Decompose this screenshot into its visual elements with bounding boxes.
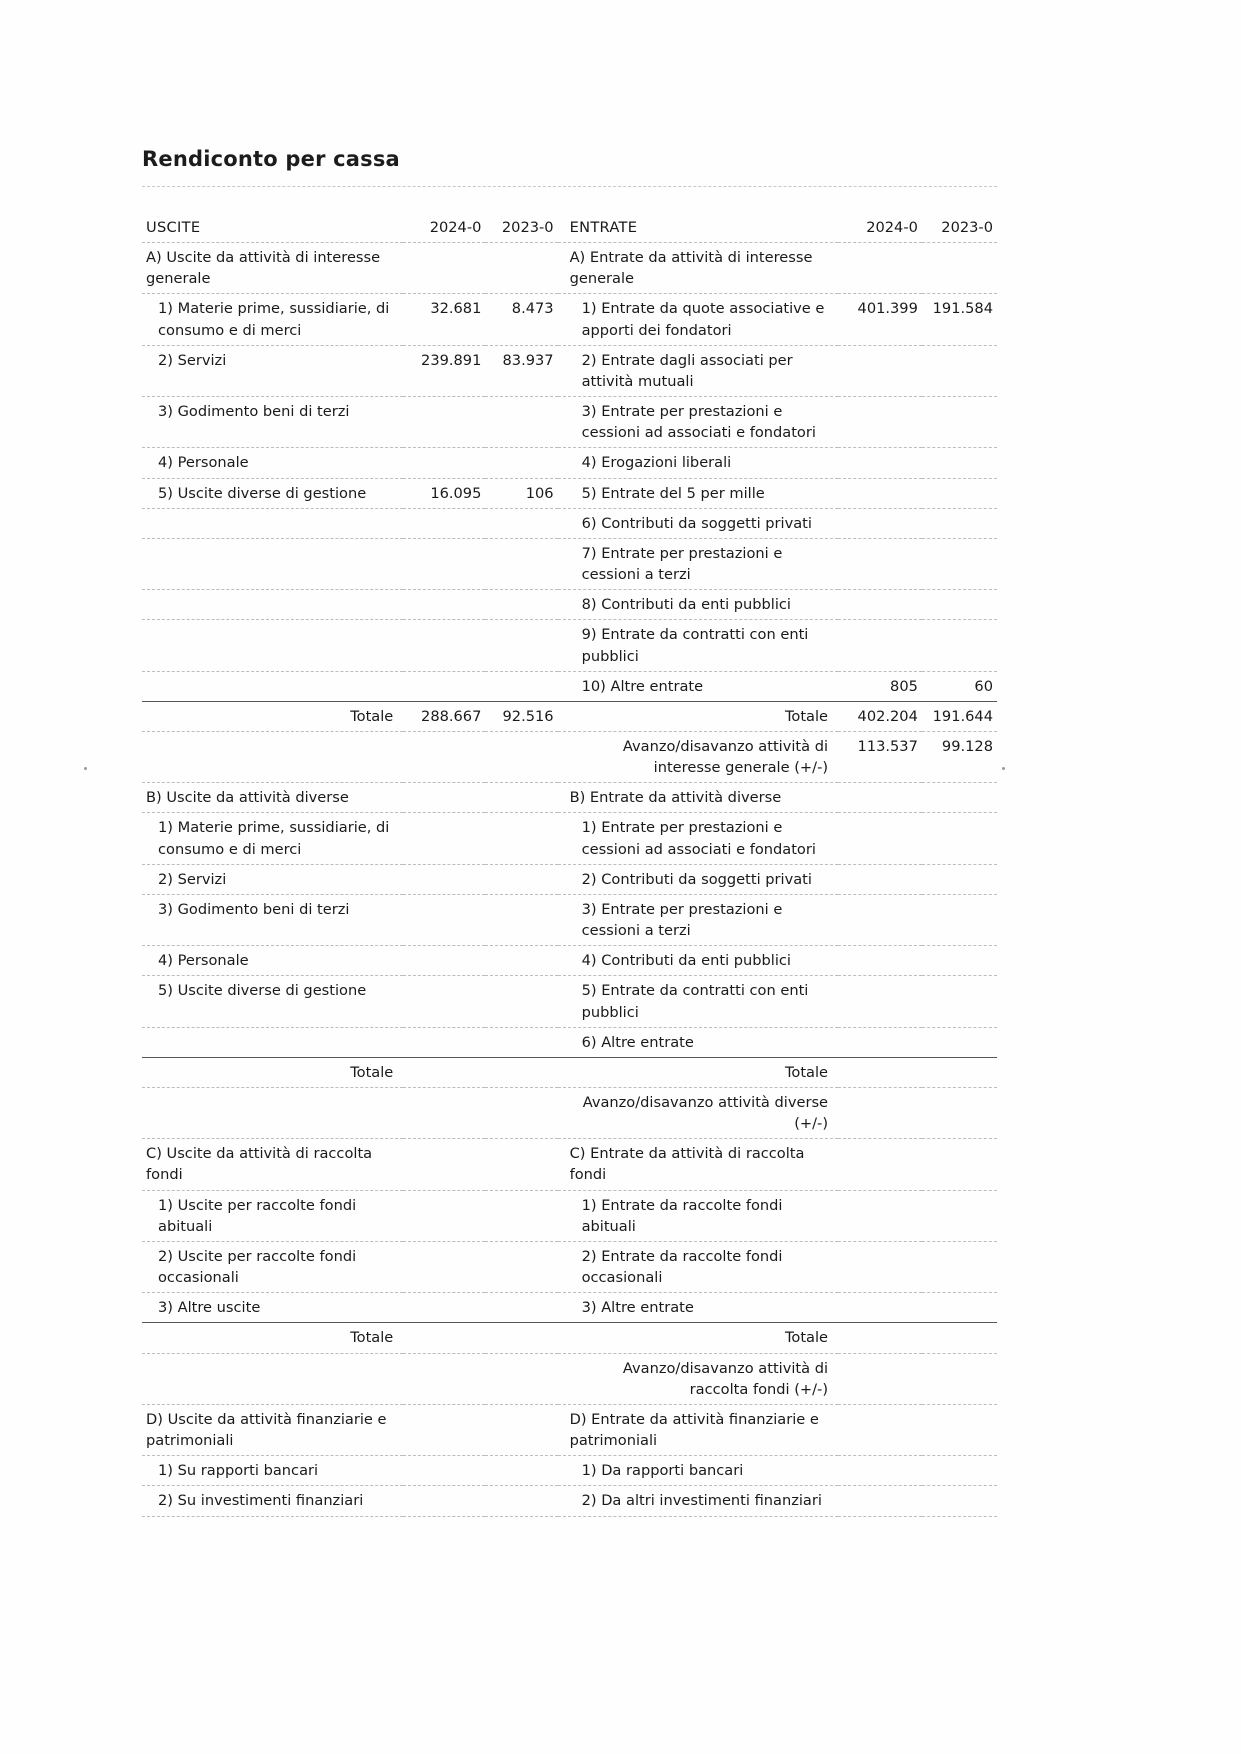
row-value-uscite-2023: [485, 813, 557, 864]
header-uscite: USCITE: [142, 213, 403, 243]
row-value-entrate-2023: [922, 620, 997, 671]
table-row: [142, 590, 997, 620]
table-row: [142, 508, 997, 538]
row-label-entrate: 7) Entrate per prestazioni e cessioni a terzi: [558, 538, 838, 589]
row-value-entrate-2024: [838, 1456, 922, 1486]
row-value-entrate-2024: [838, 448, 922, 478]
header-entrate: ENTRATE: [558, 213, 838, 243]
blank-cell: [485, 1404, 557, 1455]
row-value-entrate-2023: [922, 538, 997, 589]
row-value-entrate-2024: [838, 590, 922, 620]
table-row: [142, 397, 997, 448]
blank-cell: [142, 1353, 403, 1404]
row-value-uscite-2024: [403, 620, 485, 671]
header-entrate-year1: 2024-0: [838, 213, 922, 243]
section-d-uscite-heading: D) Uscite da attività finanziarie e patrimoniali: [142, 1404, 403, 1455]
row-label-entrate: 6) Contributi da soggetti privati: [558, 508, 838, 538]
table-row: [142, 946, 997, 976]
row-label-uscite: [142, 1027, 403, 1057]
row-value-entrate-2023: [922, 478, 997, 508]
row-value-uscite-2024: 32.681: [403, 294, 485, 345]
row-label-uscite: 3) Godimento beni di terzi: [142, 397, 403, 448]
blank-cell: [403, 1404, 485, 1455]
blank-cell: [922, 1404, 997, 1455]
row-value-uscite-2023: 8.473: [485, 294, 557, 345]
row-value-entrate-2024: [838, 813, 922, 864]
total-row: [142, 701, 997, 731]
margin-dot: [84, 767, 87, 770]
row-value-uscite-2023: [485, 894, 557, 945]
blank-cell: [403, 731, 485, 782]
table-row: [142, 671, 997, 701]
row-value-uscite-2024: [403, 671, 485, 701]
row-value-entrate-2023: 191.584: [922, 294, 997, 345]
blank-cell: [485, 1139, 557, 1190]
row-label-uscite: [142, 508, 403, 538]
row-value-uscite-2023: [485, 1293, 557, 1323]
total-entrate-2023: 191.644: [922, 701, 997, 731]
total-label-entrate: Totale: [558, 701, 838, 731]
total-entrate-2023: [922, 1323, 997, 1353]
margin-dot: [1002, 767, 1005, 770]
balance-2024: 113.537: [838, 731, 922, 782]
row-value-entrate-2024: [838, 345, 922, 396]
balance-row: [142, 731, 997, 782]
row-label-uscite: 5) Uscite diverse di gestione: [142, 976, 403, 1027]
row-value-entrate-2023: [922, 1241, 997, 1292]
row-value-uscite-2023: [485, 671, 557, 701]
total-uscite-2024: [403, 1057, 485, 1087]
balance-2024: [838, 1088, 922, 1139]
balance-row: [142, 1088, 997, 1139]
section-d-entrate-heading: D) Entrate da attività finanziarie e patrimoniali: [558, 1404, 838, 1455]
row-value-uscite-2024: [403, 864, 485, 894]
row-value-entrate-2023: [922, 1293, 997, 1323]
row-value-entrate-2023: [922, 946, 997, 976]
row-label-entrate: 1) Entrate per prestazioni e cessioni ad associati e fondatori: [558, 813, 838, 864]
table-row: [142, 813, 997, 864]
row-value-entrate-2024: [838, 1190, 922, 1241]
table-header-row: [142, 213, 997, 243]
row-value-uscite-2024: [403, 1241, 485, 1292]
row-label-entrate: 1) Entrate da raccolte fondi abituali: [558, 1190, 838, 1241]
row-label-entrate: 8) Contributi da enti pubblici: [558, 590, 838, 620]
row-label-uscite: 1) Materie prime, sussidiarie, di consumo e di merci: [142, 813, 403, 864]
table-row: [142, 1486, 997, 1516]
balance-2023: [922, 1088, 997, 1139]
total-entrate-2024: 402.204: [838, 701, 922, 731]
section-b-uscite-heading: B) Uscite da attività diverse: [142, 783, 403, 813]
row-label-uscite: 3) Godimento beni di terzi: [142, 894, 403, 945]
row-value-entrate-2024: [838, 397, 922, 448]
header-entrate-year2: 2023-0: [922, 213, 997, 243]
page-title: Rendiconto per cassa: [142, 147, 400, 171]
row-label-uscite: [142, 620, 403, 671]
table-row: [142, 448, 997, 478]
row-value-entrate-2024: [838, 1241, 922, 1292]
row-label-uscite: [142, 671, 403, 701]
blank-cell: [485, 1088, 557, 1139]
blank-cell: [142, 1088, 403, 1139]
row-value-uscite-2023: [485, 620, 557, 671]
row-label-entrate: 1) Da rapporti bancari: [558, 1456, 838, 1486]
row-value-uscite-2024: [403, 397, 485, 448]
row-value-entrate-2023: [922, 813, 997, 864]
table-row: [142, 864, 997, 894]
row-value-entrate-2023: [922, 508, 997, 538]
total-row: [142, 1057, 997, 1087]
row-label-uscite: 2) Uscite per raccolte fondi occasionali: [142, 1241, 403, 1292]
table-row: [142, 1027, 997, 1057]
table-row: [142, 538, 997, 589]
row-label-uscite: 1) Su rapporti bancari: [142, 1456, 403, 1486]
section-c-uscite-heading: C) Uscite da attività di raccolta fondi: [142, 1139, 403, 1190]
total-entrate-2023: [922, 1057, 997, 1087]
row-value-entrate-2024: [838, 976, 922, 1027]
blank-cell: [142, 731, 403, 782]
row-label-uscite: [142, 590, 403, 620]
row-label-entrate: 10) Altre entrate: [558, 671, 838, 701]
header-uscite-year2: 2023-0: [485, 213, 557, 243]
table-row: [142, 894, 997, 945]
total-row: [142, 1323, 997, 1353]
row-value-uscite-2023: [485, 1486, 557, 1516]
blank-cell: [838, 783, 922, 813]
row-value-uscite-2024: [403, 590, 485, 620]
table-row: [142, 976, 997, 1027]
row-value-entrate-2024: [838, 1027, 922, 1057]
row-value-uscite-2023: [485, 448, 557, 478]
balance-row: [142, 1353, 997, 1404]
row-label-uscite: 2) Servizi: [142, 345, 403, 396]
row-value-uscite-2023: [485, 1190, 557, 1241]
row-label-uscite: 2) Su investimenti finanziari: [142, 1486, 403, 1516]
row-label-entrate: 2) Entrate dagli associati per attività mutuali: [558, 345, 838, 396]
row-value-uscite-2023: 83.937: [485, 345, 557, 396]
blank-cell: [838, 1139, 922, 1190]
row-value-entrate-2023: [922, 1190, 997, 1241]
row-value-entrate-2024: [838, 864, 922, 894]
row-value-entrate-2024: [838, 946, 922, 976]
table-row: [142, 1456, 997, 1486]
balance-label: Avanzo/disavanzo attività di raccolta fondi (+/-): [558, 1353, 838, 1404]
total-label-uscite: Totale: [142, 701, 403, 731]
row-value-entrate-2023: [922, 1027, 997, 1057]
blank-cell: [485, 243, 557, 294]
table-row: [142, 478, 997, 508]
row-value-uscite-2023: [485, 397, 557, 448]
row-value-uscite-2024: [403, 1486, 485, 1516]
row-value-uscite-2024: 239.891: [403, 345, 485, 396]
blank-cell: [403, 783, 485, 813]
row-value-entrate-2023: [922, 590, 997, 620]
row-value-uscite-2024: [403, 1027, 485, 1057]
row-value-uscite-2024: 16.095: [403, 478, 485, 508]
section-heading-row: [142, 1139, 997, 1190]
row-value-uscite-2024: [403, 946, 485, 976]
table-row: [142, 620, 997, 671]
row-label-entrate: 2) Entrate da raccolte fondi occasionali: [558, 1241, 838, 1292]
blank-cell: [403, 1088, 485, 1139]
row-value-uscite-2023: [485, 946, 557, 976]
row-value-entrate-2023: 60: [922, 671, 997, 701]
row-value-entrate-2023: [922, 448, 997, 478]
row-value-uscite-2024: [403, 538, 485, 589]
row-value-entrate-2024: [838, 1486, 922, 1516]
blank-cell: [922, 243, 997, 294]
row-value-entrate-2023: [922, 894, 997, 945]
row-label-entrate: 5) Entrate del 5 per mille: [558, 478, 838, 508]
row-value-uscite-2024: [403, 894, 485, 945]
table-row: [142, 1190, 997, 1241]
row-label-uscite: [142, 538, 403, 589]
row-value-entrate-2024: [838, 894, 922, 945]
row-value-uscite-2024: [403, 813, 485, 864]
row-value-uscite-2023: [485, 1027, 557, 1057]
row-value-uscite-2023: [485, 590, 557, 620]
table-row: [142, 1293, 997, 1323]
total-entrate-2024: [838, 1057, 922, 1087]
row-value-entrate-2024: [838, 478, 922, 508]
blank-cell: [403, 1139, 485, 1190]
blank-cell: [485, 783, 557, 813]
balance-2024: [838, 1353, 922, 1404]
row-label-entrate: 5) Entrate da contratti con enti pubblici: [558, 976, 838, 1027]
row-value-entrate-2024: [838, 538, 922, 589]
row-value-uscite-2024: [403, 448, 485, 478]
row-label-uscite: 4) Personale: [142, 448, 403, 478]
total-label-uscite: Totale: [142, 1057, 403, 1087]
total-entrate-2024: [838, 1323, 922, 1353]
blank-cell: [838, 243, 922, 294]
row-value-entrate-2023: [922, 397, 997, 448]
row-value-uscite-2023: [485, 538, 557, 589]
table-row: [142, 1241, 997, 1292]
row-label-entrate: 4) Contributi da enti pubblici: [558, 946, 838, 976]
row-value-uscite-2024: [403, 508, 485, 538]
row-label-uscite: 1) Uscite per raccolte fondi abituali: [142, 1190, 403, 1241]
row-value-entrate-2023: [922, 345, 997, 396]
row-label-entrate: 6) Altre entrate: [558, 1027, 838, 1057]
blank-cell: [922, 783, 997, 813]
row-label-entrate: 1) Entrate da quote associative e apporti dei fondatori: [558, 294, 838, 345]
section-heading-row: [142, 1404, 997, 1455]
row-label-uscite: 2) Servizi: [142, 864, 403, 894]
total-uscite-2024: [403, 1323, 485, 1353]
row-label-entrate: 3) Entrate per prestazioni e cessioni ad associati e fondatori: [558, 397, 838, 448]
row-label-entrate: 9) Entrate da contratti con enti pubblici: [558, 620, 838, 671]
row-label-entrate: 3) Altre entrate: [558, 1293, 838, 1323]
row-label-entrate: 2) Contributi da soggetti privati: [558, 864, 838, 894]
row-value-entrate-2023: [922, 1456, 997, 1486]
rendiconto-table: [142, 213, 997, 1517]
balance-2023: [922, 1353, 997, 1404]
total-label-entrate: Totale: [558, 1323, 838, 1353]
balance-label: Avanzo/disavanzo attività di interesse generale (+/-): [558, 731, 838, 782]
row-value-uscite-2024: [403, 1293, 485, 1323]
row-value-uscite-2023: [485, 864, 557, 894]
row-value-entrate-2023: [922, 976, 997, 1027]
row-value-entrate-2023: [922, 1486, 997, 1516]
total-uscite-2023: [485, 1057, 557, 1087]
row-value-entrate-2024: [838, 1293, 922, 1323]
total-uscite-2024: 288.667: [403, 701, 485, 731]
row-label-entrate: 4) Erogazioni liberali: [558, 448, 838, 478]
row-label-uscite: 5) Uscite diverse di gestione: [142, 478, 403, 508]
row-label-entrate: 2) Da altri investimenti finanziari: [558, 1486, 838, 1516]
table-row: [142, 345, 997, 396]
balance-2023: 99.128: [922, 731, 997, 782]
section-a-uscite-heading: A) Uscite da attività di interesse generale: [142, 243, 403, 294]
row-label-entrate: 3) Entrate per prestazioni e cessioni a terzi: [558, 894, 838, 945]
row-label-uscite: 4) Personale: [142, 946, 403, 976]
row-value-entrate-2024: 401.399: [838, 294, 922, 345]
row-value-uscite-2023: 106: [485, 478, 557, 508]
section-b-entrate-heading: B) Entrate da attività diverse: [558, 783, 838, 813]
row-value-uscite-2023: [485, 976, 557, 1027]
row-value-uscite-2023: [485, 1241, 557, 1292]
row-label-uscite: 3) Altre uscite: [142, 1293, 403, 1323]
row-value-entrate-2024: [838, 508, 922, 538]
row-value-uscite-2024: [403, 1190, 485, 1241]
blank-cell: [485, 731, 557, 782]
section-heading-row: [142, 243, 997, 294]
total-uscite-2023: [485, 1323, 557, 1353]
total-label-uscite: Totale: [142, 1323, 403, 1353]
total-label-entrate: Totale: [558, 1057, 838, 1087]
header-uscite-year1: 2024-0: [403, 213, 485, 243]
blank-cell: [403, 243, 485, 294]
blank-cell: [403, 1353, 485, 1404]
section-c-entrate-heading: C) Entrate da attività di raccolta fondi: [558, 1139, 838, 1190]
row-value-uscite-2023: [485, 508, 557, 538]
balance-label: Avanzo/disavanzo attività diverse (+/-): [558, 1088, 838, 1139]
blank-cell: [838, 1404, 922, 1455]
blank-cell: [922, 1139, 997, 1190]
row-value-entrate-2024: 805: [838, 671, 922, 701]
table-row: [142, 294, 997, 345]
row-value-entrate-2023: [922, 864, 997, 894]
blank-cell: [485, 1353, 557, 1404]
row-value-uscite-2024: [403, 976, 485, 1027]
row-value-uscite-2024: [403, 1456, 485, 1486]
title-divider: [142, 186, 997, 187]
row-value-uscite-2023: [485, 1456, 557, 1486]
section-heading-row: [142, 783, 997, 813]
row-value-entrate-2024: [838, 620, 922, 671]
section-a-entrate-heading: A) Entrate da attività di interesse generale: [558, 243, 838, 294]
total-uscite-2023: 92.516: [485, 701, 557, 731]
row-label-uscite: 1) Materie prime, sussidiarie, di consumo e di merci: [142, 294, 403, 345]
